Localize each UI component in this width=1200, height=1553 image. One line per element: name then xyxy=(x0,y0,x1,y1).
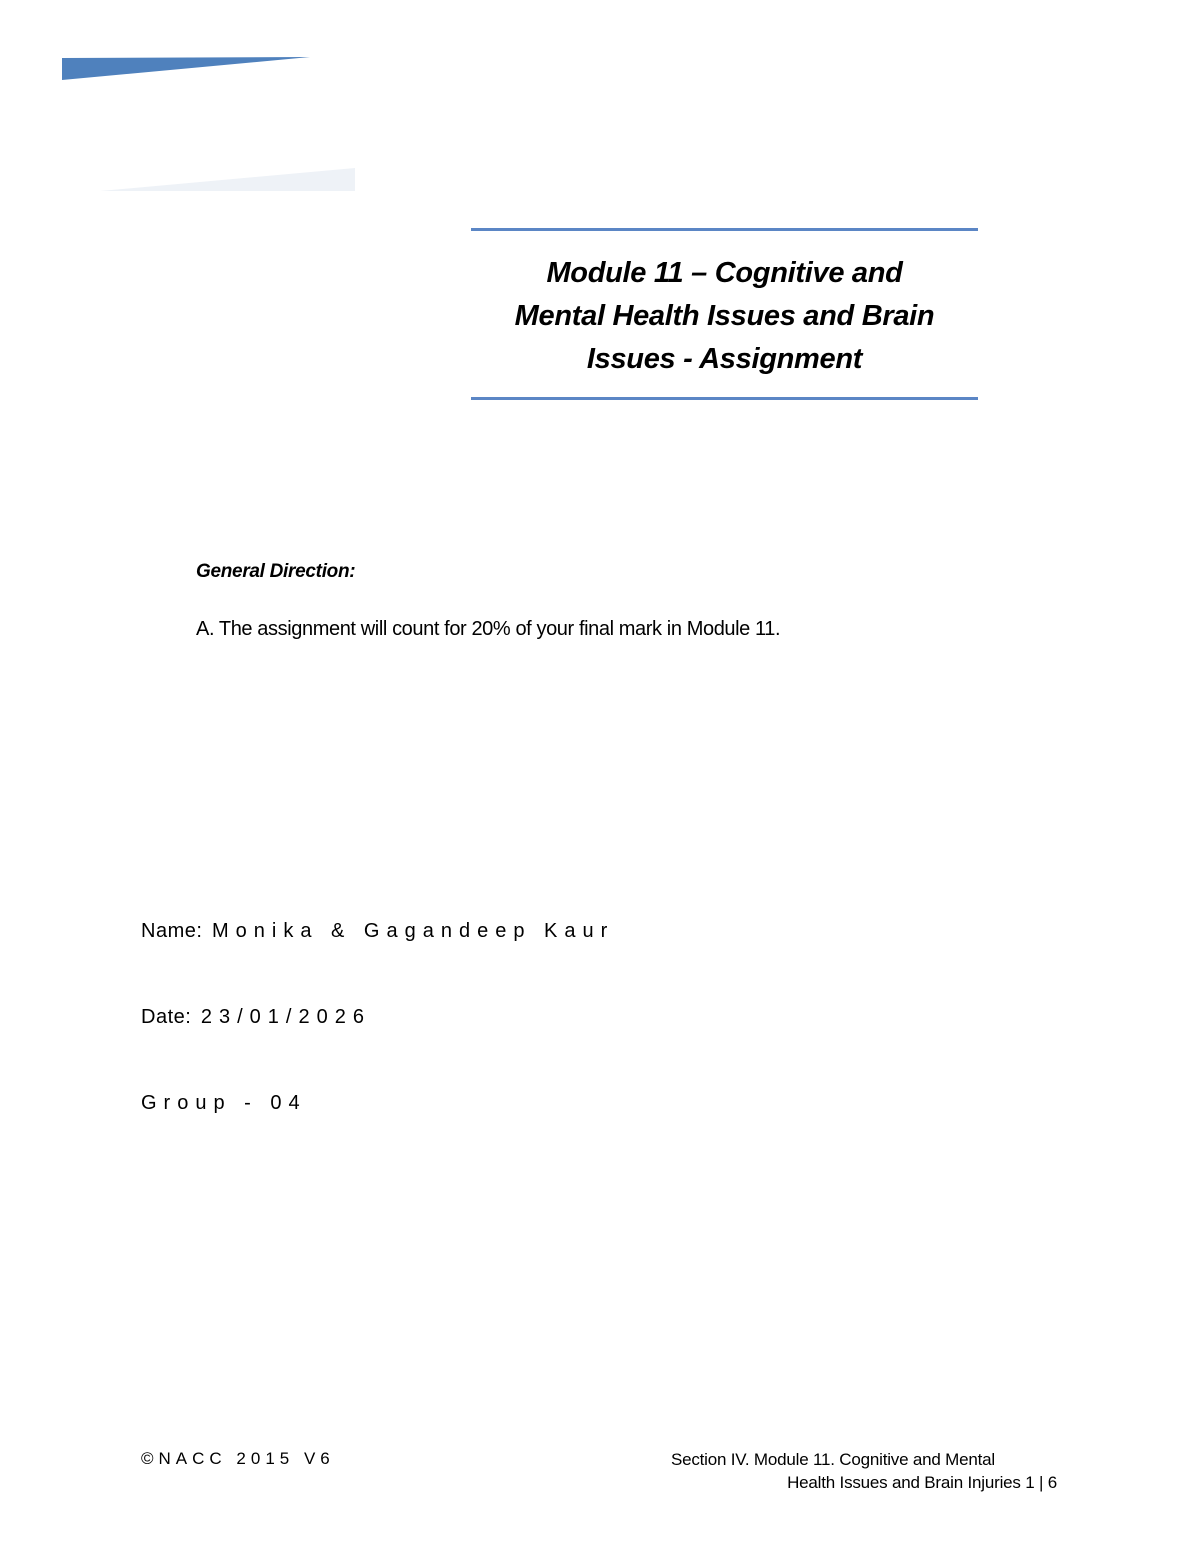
footer-section-line2: Health Issues and Brain Injuries 1 | 6 xyxy=(787,1473,1057,1492)
group-field: Group - 04 xyxy=(141,1092,307,1114)
blue-wedge-shape xyxy=(62,57,310,80)
date-label: Date: xyxy=(141,1006,192,1028)
date-value: 23/01/2026 xyxy=(200,1006,371,1028)
general-direction-heading: General Direction: xyxy=(196,561,356,582)
faint-wedge-shape xyxy=(100,168,355,191)
footer-copyright: ©NACC 2015 V6 xyxy=(141,1449,335,1468)
footer-section-line1: Section IV. Module 11. Cognitive and Mental xyxy=(670,1450,995,1469)
title-line: Issues - Assignment xyxy=(586,343,863,375)
faint-banner-wedge xyxy=(100,165,360,195)
title-top-rule xyxy=(471,228,978,231)
name-field xyxy=(141,920,614,943)
title-line: Mental Health Issues and Brain xyxy=(514,300,935,332)
date-field xyxy=(141,1006,371,1029)
title-line: Module 11 – Cognitive and xyxy=(546,257,903,289)
blue-banner-wedge xyxy=(62,54,312,84)
direction-item-a: A. The assignment will count for 20% of your final mark in Module 11. xyxy=(196,618,781,640)
title-bottom-rule xyxy=(471,397,978,400)
document-title xyxy=(471,252,978,381)
name-label: Name: xyxy=(141,920,203,942)
footer-section-info xyxy=(671,1448,1057,1494)
name-value: Monika & Gagandeep Kaur xyxy=(211,920,615,942)
title-block xyxy=(471,228,978,401)
